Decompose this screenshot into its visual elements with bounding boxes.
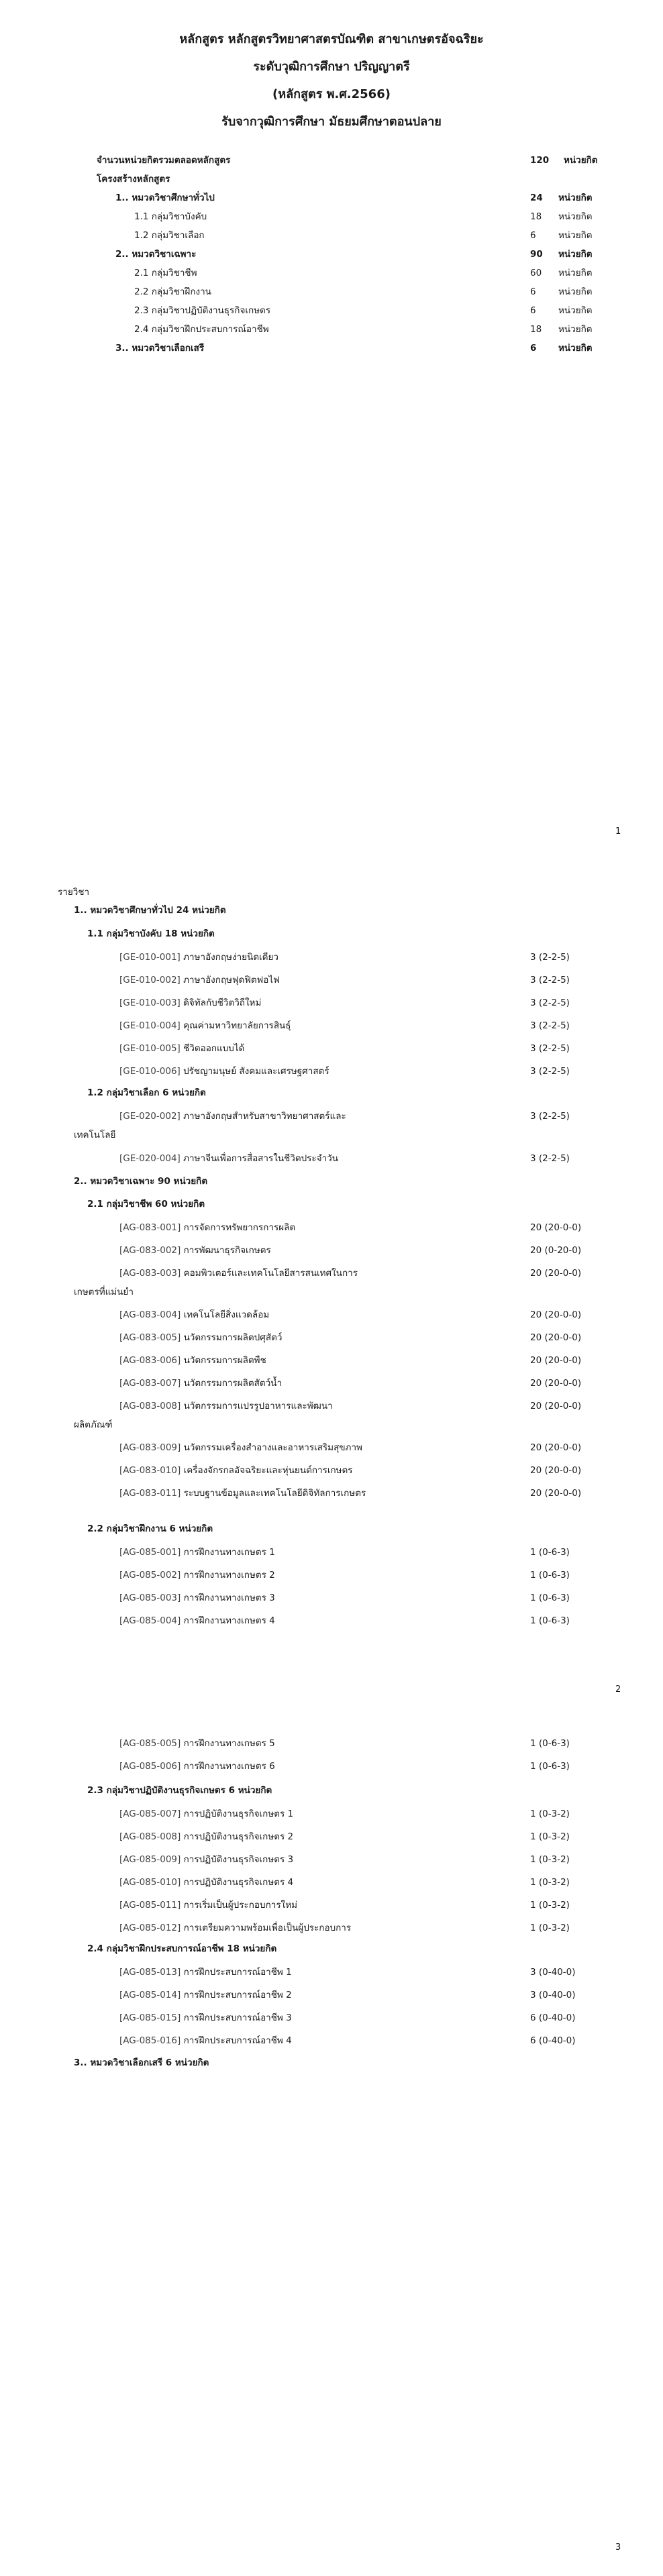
course-name: คุณค่ามหาวิทยาลัยการสินธุ์: [183, 1020, 291, 1031]
structure-row-label: 2.2 กลุ่มวิชาฝึกงาน: [134, 286, 211, 297]
course-code: [AG-083-011]: [119, 1488, 181, 1499]
course-name: การปฏิบัติงานธุรกิจเกษตร 4: [183, 1877, 294, 1888]
group-required: 1.1 กลุ่มวิชาบังคับ 18 หน่วยกิต: [87, 928, 215, 939]
course-code: [AG-085-016]: [119, 2035, 181, 2046]
list-item: [119, 1464, 353, 1477]
course-credit: 20 (20-0-0): [530, 1378, 582, 1389]
structure-row-value: 60: [530, 268, 542, 278]
list-item: [119, 997, 261, 1009]
course-credit: 20 (20-0-0): [530, 1465, 582, 1476]
course-code: [AG-085-009]: [119, 1854, 181, 1865]
list-item: [119, 1152, 338, 1165]
list-item: [119, 1400, 333, 1412]
course-code: [AG-085-006]: [119, 1761, 181, 1772]
course-credit: 20 (0-20-0): [530, 1245, 582, 1256]
course-credit: 1 (0-3-2): [530, 1831, 570, 1842]
course-credit: 20 (20-0-0): [530, 1268, 582, 1279]
structure-row-unit: หน่วยกิต: [558, 211, 593, 222]
list-item: [119, 1569, 275, 1581]
course-credit: 20 (20-0-0): [530, 1355, 582, 1366]
list-item: [119, 1922, 351, 1934]
list-item: [119, 1831, 293, 1843]
course-name: นวัตกรรมการผลิตพืช: [183, 1355, 266, 1366]
structure-row-unit: หน่วยกิต: [558, 343, 593, 354]
course-code: [AG-083-010]: [119, 1465, 181, 1476]
course-name-cont: ผลิตภัณฑ์: [74, 1419, 113, 1430]
structure-row-value: 6: [530, 305, 536, 316]
list-item: [119, 1309, 269, 1321]
course-code: [GE-020-002]: [119, 1111, 181, 1122]
structure-row-unit: หน่วยกิต: [558, 268, 593, 278]
list-item: [119, 974, 280, 986]
list-item: [119, 1876, 293, 1888]
list-item: [119, 1244, 271, 1256]
group-work-experience: 2.4 กลุ่มวิชาฝึกประสบการณ์อาชีพ 18 หน่วยกิต: [87, 1943, 277, 1954]
doc-title: หลักสูตร หลักสูตรวิทยาศาสตรบัณฑิต สาขาเกษตรอัจฉริยะ: [179, 32, 484, 46]
structure-row-label: 2.. หมวดวิชาเฉพาะ: [115, 249, 197, 260]
course-name: การเริ่มเป็นผู้ประกอบการใหม่: [183, 1900, 297, 1911]
course-credit: 3 (2-2-5): [530, 1020, 570, 1031]
course-name: การฝึกประสบการณ์อาชีพ 2: [183, 1990, 292, 2000]
course-code: [AG-085-001]: [119, 1547, 181, 1558]
category-free-elective: 3.. หมวดวิชาเลือกเสรี 6 หน่วยกิต: [74, 2057, 209, 2068]
course-code: [GE-010-006]: [119, 1066, 181, 1077]
course-code: [GE-010-005]: [119, 1043, 181, 1054]
list-item: [119, 1966, 292, 1978]
course-code: [AG-085-005]: [119, 1738, 181, 1749]
list-item: [119, 1377, 282, 1389]
page-number: 2: [615, 1684, 621, 1695]
page-number: 3: [615, 2542, 621, 2553]
list-item: [119, 2012, 292, 2024]
course-code: [GE-010-003]: [119, 998, 181, 1008]
course-code: [AG-085-014]: [119, 1990, 181, 2000]
doc-admission: รับจากวุฒิการศึกษา มัธยมศึกษาตอนปลาย: [221, 115, 442, 129]
section-heading: รายวิชา: [58, 887, 90, 898]
structure-row-value: 18: [530, 211, 542, 222]
group-internship: 2.2 กลุ่มวิชาฝึกงาน 6 หน่วยกิต: [87, 1523, 213, 1534]
list-item: [119, 1854, 293, 1866]
course-name: ภาษาอังกฤษสำหรับสาขาวิทยาศาสตร์และ: [183, 1111, 346, 1122]
course-name: ชีวิตออกแบบได้: [183, 1043, 245, 1054]
list-item: [119, 1042, 244, 1055]
list-item: [119, 1267, 358, 1279]
course-name: เทคโนโลยีสิ่งแวดล้อม: [183, 1309, 270, 1320]
course-credit: 1 (0-6-3): [530, 1593, 570, 1603]
list-item: [119, 2035, 292, 2047]
course-name: คอมพิวเตอร์และเทคโนโลยีสารสนเทศในการ: [183, 1268, 358, 1279]
list-item: [119, 1592, 275, 1604]
group-professional: 2.1 กลุ่มวิชาชีพ 60 หน่วยกิต: [87, 1199, 205, 1210]
course-credit: 3 (0-40-0): [530, 1967, 576, 1978]
course-code: [AG-085-002]: [119, 1570, 181, 1580]
structure-row-unit: หน่วยกิต: [558, 193, 593, 203]
course-credit: 1 (0-3-2): [530, 1877, 570, 1888]
course-name: ภาษาอังกฤษฟุดฟิตฟอไฟ: [183, 975, 280, 985]
course-credit: 1 (0-3-2): [530, 1900, 570, 1911]
doc-level: ระดับวุฒิการศึกษา ปริญญาตรี: [253, 60, 410, 74]
course-code: [AG-085-008]: [119, 1831, 181, 1842]
course-name: การฝึกงานทางเกษตร 5: [183, 1738, 275, 1749]
list-item: [119, 1222, 295, 1234]
list-item: [119, 1020, 291, 1032]
list-item: [119, 1615, 275, 1627]
list-item: [119, 1546, 275, 1558]
course-credit: 3 (0-40-0): [530, 1990, 576, 2000]
course-credit: 1 (0-3-2): [530, 1923, 570, 1933]
course-name: การฝึกงานทางเกษตร 2: [183, 1570, 275, 1580]
course-name: การจัดการทรัพยากรการผลิต: [183, 1222, 296, 1233]
structure-row-label: 1.. หมวดวิชาศึกษาทั่วไป: [115, 193, 215, 203]
course-code: [AG-083-005]: [119, 1332, 181, 1343]
structure-label: โครงสร้างหลักสูตร: [97, 174, 170, 184]
structure-row-value: 6: [530, 286, 536, 297]
list-item: [119, 951, 278, 963]
course-credit: 1 (0-3-2): [530, 1854, 570, 1865]
course-credit: 20 (20-0-0): [530, 1401, 582, 1411]
course-credit: 6 (0-40-0): [530, 2035, 576, 2046]
list-item: [119, 1899, 297, 1911]
course-code: [GE-010-002]: [119, 975, 181, 985]
course-credit: 1 (0-6-3): [530, 1738, 570, 1749]
course-credit: 1 (0-6-3): [530, 1761, 570, 1772]
course-credit: 3 (2-2-5): [530, 1043, 570, 1054]
list-item: [119, 1110, 346, 1122]
course-code: [AG-083-004]: [119, 1309, 181, 1320]
course-name: ดิจิทัลกับชีวิตวิถีใหม่: [183, 998, 262, 1008]
course-name: นวัตกรรมเครื่องสำอางและอาหารเสริมสุขภาพ: [183, 1442, 362, 1453]
structure-row-label: 1.2 กลุ่มวิชาเลือก: [134, 230, 205, 241]
course-credit: 3 (2-2-5): [530, 1153, 570, 1164]
course-code: [AG-085-015]: [119, 2012, 181, 2023]
structure-row-unit: หน่วยกิต: [558, 286, 593, 297]
course-code: [AG-083-008]: [119, 1401, 181, 1411]
structure-row-label: 2.4 กลุ่มวิชาฝึกประสบการณ์อาชีพ: [134, 324, 269, 335]
course-name: นวัตกรรมการแปรรูปอาหารและพัฒนา: [183, 1401, 333, 1411]
structure-row-unit: หน่วยกิต: [558, 305, 593, 316]
course-code: [AG-085-010]: [119, 1877, 181, 1888]
course-credit: 3 (2-2-5): [530, 952, 570, 963]
structure-row-unit: หน่วยกิต: [558, 230, 593, 241]
course-name: นวัตกรรมการผลิตสัตว์น้ำ: [183, 1378, 283, 1389]
course-credit: 1 (0-6-3): [530, 1570, 570, 1580]
course-name: เครื่องจักรกลอัจฉริยะและหุ่นยนต์การเกษตร: [183, 1465, 353, 1476]
course-code: [AG-085-011]: [119, 1900, 181, 1911]
course-credit: 20 (20-0-0): [530, 1222, 582, 1233]
course-credit: 3 (2-2-5): [530, 975, 570, 985]
course-code: [GE-010-001]: [119, 952, 181, 963]
total-credits-unit: หน่วยกิต: [564, 155, 598, 166]
course-credit: 20 (20-0-0): [530, 1309, 582, 1320]
structure-row-label: 1.1 กลุ่มวิชาบังคับ: [134, 211, 207, 222]
course-credit: 1 (0-6-3): [530, 1615, 570, 1626]
structure-row-value: 6: [530, 230, 536, 241]
course-code: [AG-083-009]: [119, 1442, 181, 1453]
course-credit: 20 (20-0-0): [530, 1332, 582, 1343]
list-item: [119, 1760, 275, 1772]
category-specific: 2.. หมวดวิชาเฉพาะ 90 หน่วยกิต: [74, 1176, 208, 1187]
structure-row-unit: หน่วยกิต: [558, 324, 593, 335]
course-code: [AG-083-007]: [119, 1378, 181, 1389]
structure-row-label: 2.3 กลุ่มวิชาปฏิบัติงานธุรกิจเกษตร: [134, 305, 271, 316]
course-credit: 1 (0-3-2): [530, 1809, 570, 1819]
course-name: การฝึกประสบการณ์อาชีพ 4: [183, 2035, 292, 2046]
course-credit: 3 (2-2-5): [530, 1066, 570, 1077]
course-code: [AG-085-003]: [119, 1593, 181, 1603]
course-name: ภาษาอังกฤษง่ายนิดเดียว: [183, 952, 278, 963]
list-item: [119, 1354, 266, 1366]
course-code: [AG-083-006]: [119, 1355, 181, 1366]
structure-row-value: 18: [530, 324, 542, 335]
list-item: [119, 1332, 282, 1344]
course-name-cont: เทคโนโลยี: [74, 1130, 116, 1140]
course-credit: 1 (0-6-3): [530, 1547, 570, 1558]
course-credit: 3 (2-2-5): [530, 998, 570, 1008]
course-name: การฝึกงานทางเกษตร 6: [183, 1761, 275, 1772]
doc-year: (หลักสูตร พ.ศ.2566): [272, 87, 391, 101]
course-credit: 20 (20-0-0): [530, 1488, 582, 1499]
list-item: [119, 1442, 362, 1454]
structure-row-value: 6: [530, 343, 537, 354]
course-name: นวัตกรรมการผลิตปศุสัตว์: [183, 1332, 283, 1343]
list-item: [119, 1737, 275, 1750]
total-credits-value: 120: [530, 155, 550, 166]
course-credit: 3 (2-2-5): [530, 1111, 570, 1122]
course-code: [AG-085-004]: [119, 1615, 181, 1626]
course-name: ภาษาจีนเพื่อการสื่อสารในชีวิตประจำวัน: [183, 1153, 338, 1164]
course-name: การฝึกประสบการณ์อาชีพ 1: [183, 1967, 292, 1978]
group-elective: 1.2 กลุ่มวิชาเลือก 6 หน่วยกิต: [87, 1087, 206, 1098]
structure-row-value: 24: [530, 193, 543, 203]
course-code: [AG-083-002]: [119, 1245, 181, 1256]
course-code: [AG-085-007]: [119, 1809, 181, 1819]
total-credits-label: จำนวนหน่วยกิตรวมตลอดหลักสูตร: [97, 155, 231, 166]
structure-row-label: 2.1 กลุ่มวิชาชีพ: [134, 268, 197, 278]
course-name-cont: เกษตรที่แม่นยำ: [74, 1287, 134, 1297]
course-code: [AG-083-003]: [119, 1268, 181, 1279]
page-number: 1: [615, 826, 621, 837]
course-name: การปฏิบัติงานธุรกิจเกษตร 1: [183, 1809, 294, 1819]
course-credit: 20 (20-0-0): [530, 1442, 582, 1453]
course-name: การปฏิบัติงานธุรกิจเกษตร 2: [183, 1831, 294, 1842]
list-item: [119, 1989, 292, 2001]
list-item: [119, 1065, 329, 1077]
course-name: การปฏิบัติงานธุรกิจเกษตร 3: [183, 1854, 294, 1865]
course-name: การฝึกงานทางเกษตร 4: [183, 1615, 275, 1626]
course-name: การฝึกงานทางเกษตร 1: [183, 1547, 275, 1558]
category-general: 1.. หมวดวิชาศึกษาทั่วไป 24 หน่วยกิต: [74, 905, 226, 916]
course-code: [GE-010-004]: [119, 1020, 181, 1031]
course-name: ปรัชญามนุษย์ สังคมและเศรษฐศาสตร์: [183, 1066, 329, 1077]
course-name: การฝึกงานทางเกษตร 3: [183, 1593, 275, 1603]
course-name: การเตรียมความพร้อมเพื่อเป็นผู้ประกอบการ: [183, 1923, 352, 1933]
course-code: [AG-085-013]: [119, 1967, 181, 1978]
course-name: การพัฒนาธุรกิจเกษตร: [183, 1245, 271, 1256]
course-code: [AG-083-001]: [119, 1222, 181, 1233]
structure-row-value: 90: [530, 249, 543, 260]
group-agribusiness: 2.3 กลุ่มวิชาปฏิบัติงานธุรกิจเกษตร 6 หน่วยกิต: [87, 1785, 272, 1796]
course-code: [AG-085-012]: [119, 1923, 181, 1933]
list-item: [119, 1487, 366, 1499]
structure-row-label: 3.. หมวดวิชาเลือกเสรี: [115, 343, 205, 354]
list-item: [119, 1808, 293, 1820]
course-name: ระบบฐานข้อมูลและเทคโนโลยีดิจิทัลการเกษตร: [183, 1488, 366, 1499]
course-credit: 6 (0-40-0): [530, 2012, 576, 2023]
course-name: การฝึกประสบการณ์อาชีพ 3: [183, 2012, 292, 2023]
structure-row-unit: หน่วยกิต: [558, 249, 593, 260]
course-code: [GE-020-004]: [119, 1153, 181, 1164]
